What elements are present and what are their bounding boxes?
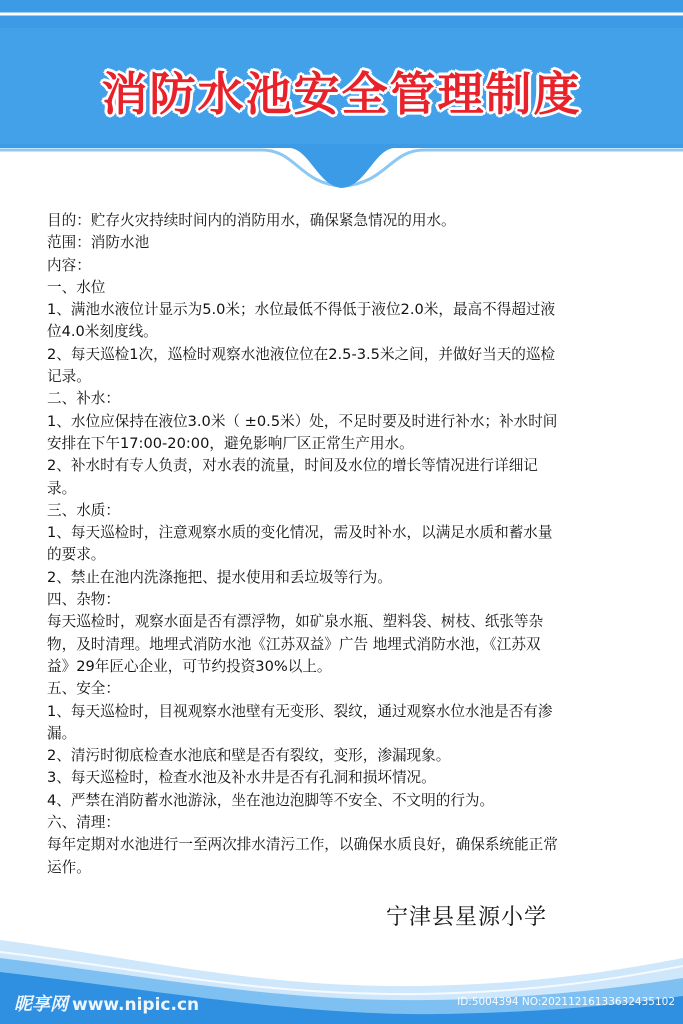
content-line: 记录。 — [47, 368, 91, 386]
signature-school-name: 宁津县星源小学 — [386, 905, 548, 930]
watermark-logo — [14, 990, 199, 1016]
watermark-id: ID:5004394 NO:20211216133632435102 — [457, 996, 675, 1008]
content-line: 物，及时清理。地埋式消防水池《江苏双益》广告 地埋式消防水池，《江苏双 — [47, 635, 541, 653]
content-line: 4、严禁在消防蓄水池游泳，坐在池边泡脚等不安全、不文明的行为。 — [47, 791, 495, 809]
content-line: 2、每天巡检1次，巡检时观察水池液位位在2.5-3.5米之间，并做好当天的巡检 — [47, 345, 556, 363]
content-line: 范围：消防水池 — [47, 234, 150, 252]
content-line: 六、清理： — [47, 814, 120, 832]
content-line: 三、水质： — [47, 501, 120, 519]
content-line: 每天巡检时，观察水面是否有漂浮物，如矿泉水瓶、塑料袋、树枝、纸张等杂 — [47, 613, 544, 631]
content-line: 2、补水时有专人负责，对水表的流量，时间及水位的增长等情况进行详细记 — [47, 457, 538, 475]
page-title: 消防水池安全管理制度 — [101, 67, 582, 121]
content-line: 位4.0米刻度线。 — [47, 323, 158, 341]
content-line: 五、安全： — [47, 680, 120, 698]
content-line: 1、满池水液位计显示为5.0米；水位最低不得低于液位2.0米，最高不得超过液 — [47, 301, 556, 319]
content-line: 安排在下午17:00-20:00，避免影响厂区正常生产用水。 — [47, 434, 414, 452]
content-line: 内容： — [47, 256, 91, 274]
content-line: 2、清污时彻底检查水池底和壁是否有裂纹，变形，渗漏现象。 — [47, 747, 451, 765]
content-line: 1、每天巡检时，目视观察水池壁有无变形、裂纹，通过观察水位水池是否有渗 — [47, 702, 553, 720]
content-line: 运作。 — [47, 858, 91, 876]
content-line: 每年定期对水池进行一至两次排水清污工作，以确保水质良好，确保系统能正常 — [47, 836, 558, 854]
content-line: 四、杂物： — [47, 591, 120, 609]
content-line: 二、补水： — [47, 390, 120, 408]
content-line: 的要求。 — [47, 546, 106, 564]
content-line: 1、每天巡检时，注意观察水质的变化情况，需及时补水，以满足水质和蓄水量 — [47, 524, 553, 542]
regulation-body — [47, 210, 647, 879]
content-line: 2、禁止在池内洗涤拖把、提水使用和丢垃圾等行为。 — [47, 568, 392, 586]
content-line: 1、水位应保持在液位3.0米（ ±0.5米）处，不足时要及时进行补水；补水时间 — [47, 412, 558, 430]
content-line: 一、水位 — [47, 278, 106, 296]
content-line: 3、每天巡检时，检查水池及补水井是否有孔洞和损坏情况。 — [47, 769, 436, 787]
watermark-url: www.nipic.cn — [72, 995, 200, 1015]
content-line: 漏。 — [47, 724, 77, 742]
content-line: 目的：贮存火灾持续时间内的消防用水，确保紧急情况的用水。 — [47, 212, 456, 229]
content-line: 益》29年匠心企业，可节约投资30%以上。 — [47, 657, 332, 675]
content-line: 录。 — [47, 479, 77, 497]
watermark-brand: 昵享网 — [14, 994, 68, 1015]
